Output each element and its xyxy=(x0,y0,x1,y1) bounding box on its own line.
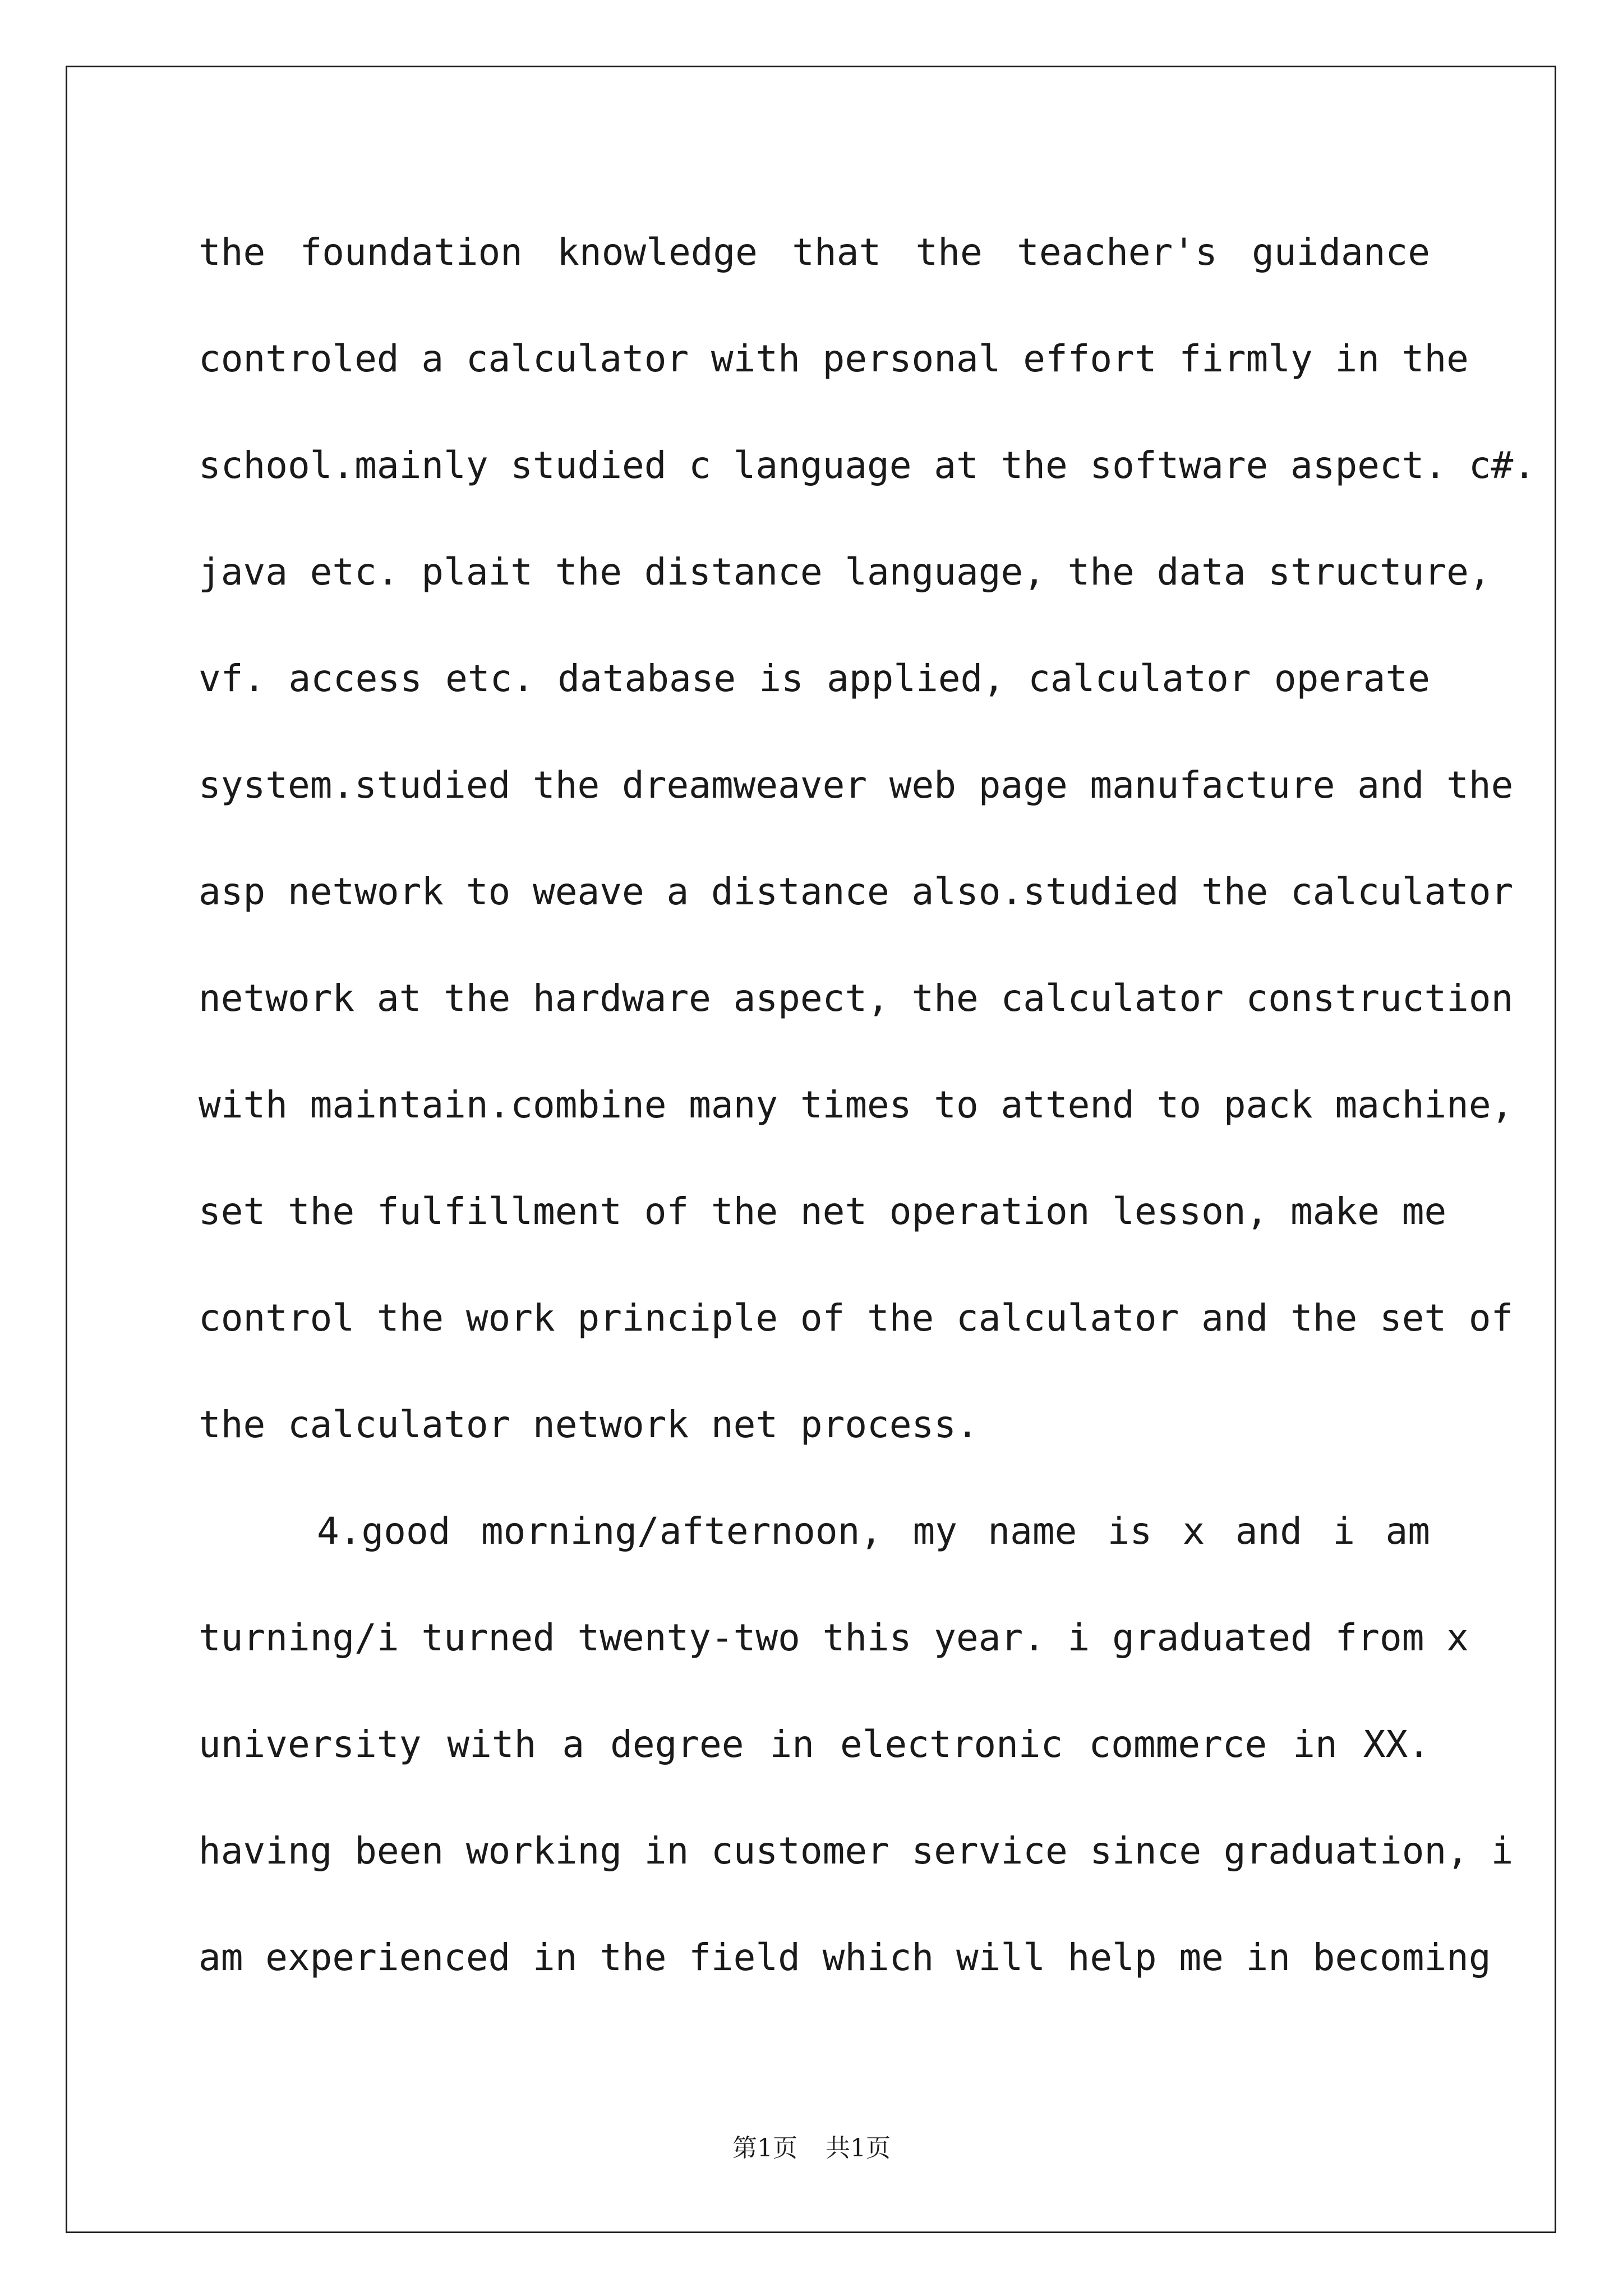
text-line: school.mainly studied c language at the software aspect. c#. xyxy=(199,444,1536,487)
page-total: 共1页 xyxy=(826,2134,891,2162)
text-line: system.studied the dreamweaver web page manufacture and the xyxy=(199,763,1514,807)
text-line: control the work principle of the calculator and the set of xyxy=(199,1296,1514,1340)
text-line: 4.good morning/afternoon, my name is x and i am xyxy=(317,1510,1430,1553)
text-line: controled a calculator with personal effort firmly in the xyxy=(199,337,1469,380)
text-line: having been working in customer service since graduation, i xyxy=(199,1829,1514,1872)
page-footer xyxy=(0,2128,1623,2164)
document-body xyxy=(199,199,1536,2011)
page-number: 第1页 xyxy=(732,2134,797,2162)
text-line: vf. access etc. database is applied, calculator operate xyxy=(199,657,1430,700)
text-line: the foundation knowledge that the teacher's guidance xyxy=(199,231,1430,274)
text-line: the calculator network net process. xyxy=(199,1403,979,1446)
text-line: java etc. plait the distance language, the data structure, xyxy=(199,550,1491,593)
text-line: university with a degree in electronic commerce in XX. xyxy=(199,1723,1430,1766)
text-line: am experienced in the field which will help me in becoming xyxy=(199,1936,1491,1979)
text-line: set the fulfillment of the net operation lesson, make me xyxy=(199,1190,1447,1233)
text-line: turning/i turned twenty-two this year. i graduated from x xyxy=(199,1616,1469,1659)
text-line: network at the hardware aspect, the calculator construction xyxy=(199,977,1514,1020)
text-line: asp network to weave a distance also.studied the calculator xyxy=(199,870,1514,913)
text-line: with maintain.combine many times to attend to pack machine, xyxy=(199,1083,1514,1126)
